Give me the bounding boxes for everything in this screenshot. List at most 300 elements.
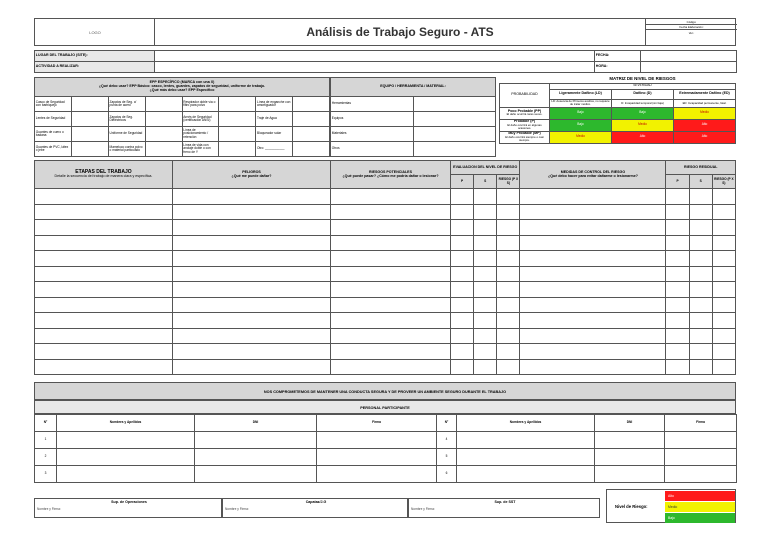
riesgo-field[interactable]	[331, 297, 451, 313]
personal-dni-field[interactable]	[195, 449, 317, 466]
medida-field[interactable]	[520, 235, 666, 251]
severidad-label: SEVERIDAD	[550, 83, 736, 89]
residual-riesgo-field[interactable]	[712, 313, 735, 329]
hora-label: HORA:	[595, 62, 641, 73]
etapa-field[interactable]	[35, 235, 173, 251]
eval-p-field[interactable]	[451, 313, 474, 329]
peligro-field[interactable]	[173, 189, 331, 205]
probability-desc: El daño ocurrirá raras veces.	[506, 112, 543, 117]
epp-item-label: Zapatos de Seg. c/ punta de acero	[108, 97, 145, 112]
probability-row-header	[500, 107, 550, 119]
medidas-header	[520, 161, 666, 189]
epp-checkbox[interactable]	[71, 97, 108, 112]
residual-s-field[interactable]	[689, 328, 712, 344]
etapa-field[interactable]	[35, 344, 173, 360]
risk-legend-label: Nivel de Riesgo:	[615, 504, 648, 509]
sup-operaciones-label: Sup. de Operaciones	[111, 500, 147, 504]
personal-n-header: N°	[437, 415, 457, 432]
signature-sup-operaciones[interactable]	[34, 498, 222, 518]
etapa-field[interactable]	[35, 282, 173, 298]
residual-p-field[interactable]	[666, 266, 689, 282]
residual-riesgo-field[interactable]	[712, 344, 735, 360]
eval-riesgo-field[interactable]	[497, 328, 520, 344]
matrix-cell-medio: Medio	[550, 131, 612, 143]
eval-s-field[interactable]	[474, 282, 497, 298]
epp-row	[35, 97, 330, 112]
residual-s-field[interactable]	[689, 313, 712, 329]
medida-field[interactable]	[520, 266, 666, 282]
etapa-field[interactable]	[35, 297, 173, 313]
personal-nombre-field[interactable]	[457, 449, 595, 466]
residual-riesgo-field[interactable]	[712, 204, 735, 220]
epp-checkbox[interactable]	[219, 127, 256, 142]
personal-dni-header: DNI	[195, 415, 317, 432]
residual-riesgo-field[interactable]	[712, 282, 735, 298]
severity-col-desc: ED: Incapacidad permanente, fatal.	[674, 99, 736, 107]
residual-riesgo-header: RIESGO (P X S)	[712, 175, 735, 189]
riesgo-field[interactable]	[331, 189, 451, 205]
epp-checkbox[interactable]	[293, 142, 330, 157]
eval-p-field[interactable]	[451, 282, 474, 298]
legend-alto: Alto	[665, 491, 735, 501]
residual-s-field[interactable]	[689, 297, 712, 313]
residual-p-field[interactable]	[666, 359, 689, 375]
peligro-field[interactable]	[173, 204, 331, 220]
personal-dni-field[interactable]	[595, 466, 665, 483]
eval-riesgo-field[interactable]	[497, 189, 520, 205]
epp-checkbox[interactable]	[71, 142, 108, 157]
matrix-cell-alto: Alto	[674, 119, 736, 131]
personal-dni-field[interactable]	[595, 432, 665, 449]
residual-riesgo-field[interactable]	[712, 297, 735, 313]
eval-riesgo-field[interactable]	[497, 313, 520, 329]
equipo-row-label: Otros	[331, 142, 414, 157]
eval-riesgo-field[interactable]	[497, 251, 520, 267]
peligros-header	[173, 161, 331, 189]
medida-field[interactable]	[520, 251, 666, 267]
riesgo-field[interactable]	[331, 204, 451, 220]
sup-operaciones-nombre-label: Nombre y Firma:	[37, 507, 61, 511]
residual-s-field[interactable]	[689, 359, 712, 375]
epp-item-label: Bloqueador solar	[256, 127, 293, 142]
residual-s-field[interactable]	[689, 235, 712, 251]
medida-field[interactable]	[520, 313, 666, 329]
residual-p-field[interactable]	[666, 328, 689, 344]
eval-s-field[interactable]	[474, 328, 497, 344]
epp-item-label: Línea de enganche con amortiguador	[256, 97, 293, 112]
fecha-elab-label: Fecha Elaboración:	[646, 25, 737, 30]
eval-p-field[interactable]	[451, 344, 474, 360]
matrix-cell-alto: Alto	[612, 131, 674, 143]
personal-nombre-field[interactable]	[57, 432, 195, 449]
riesgo-field[interactable]	[331, 359, 451, 375]
personal-nombres-header: Nombres y Apellidos	[57, 415, 195, 432]
actividad-field[interactable]	[155, 62, 595, 73]
residual-riesgo-field[interactable]	[712, 251, 735, 267]
peligro-field[interactable]	[173, 328, 331, 344]
lugar-label: LUGAR DEL TRABAJO (SITE):	[35, 51, 155, 62]
riesgo-field[interactable]	[331, 282, 451, 298]
eval-p-field[interactable]	[451, 235, 474, 251]
epp-item-label: Mameluco contra polvo o material particulado	[108, 142, 145, 157]
epp-checkbox[interactable]	[219, 142, 256, 157]
epp-item-label: Casco de Seguridad con barbiquejo	[35, 97, 72, 112]
matrix-cell-alto: Alto	[674, 131, 736, 143]
residual-s-field[interactable]	[689, 220, 712, 236]
personal-row	[35, 466, 737, 483]
equipo-field[interactable]	[413, 127, 496, 142]
actividad-label: ACTIVIDAD A REALIZAR:	[35, 62, 155, 73]
epp-item-label: Otro: ___________	[256, 142, 293, 157]
logo-label: LOGO	[89, 30, 101, 35]
riesgo-field[interactable]	[331, 344, 451, 360]
matrix-row	[500, 119, 736, 131]
epp-checkbox[interactable]	[71, 112, 108, 127]
etapa-field[interactable]	[35, 204, 173, 220]
analysis-row	[35, 235, 736, 251]
severity-col-desc: LD: Ausencia de Primeros auxilios, no requiere de tratar médico.	[551, 99, 610, 106]
personal-num: 4	[437, 432, 457, 449]
eval-riesgo-field[interactable]	[497, 297, 520, 313]
eval-riesgo-field[interactable]	[497, 204, 520, 220]
residual-p-field[interactable]	[666, 297, 689, 313]
personal-firma-header: Firma	[317, 415, 437, 432]
epp-table	[34, 77, 330, 157]
personal-num: 6	[437, 466, 457, 483]
epp-item-label: Guantes de PVC, látex o jebe	[35, 142, 72, 157]
peligro-field[interactable]	[173, 344, 331, 360]
personal-dni-field[interactable]	[195, 432, 317, 449]
analysis-row	[35, 297, 736, 313]
eval-s-field[interactable]	[474, 204, 497, 220]
epp-row	[35, 142, 330, 157]
peligro-field[interactable]	[173, 359, 331, 375]
personal-nombre-field[interactable]	[57, 449, 195, 466]
equipo-field[interactable]	[413, 112, 496, 127]
epp-checkbox[interactable]	[219, 112, 256, 127]
severity-col-header: Dañino (D)	[612, 89, 674, 99]
eval-s-field[interactable]	[474, 189, 497, 205]
eval-p-header: P	[451, 175, 474, 189]
residual-s-field[interactable]	[689, 282, 712, 298]
commitment-banner: NOS COMPROMETEMOS DE MANTENER UNA CONDUCTA SEGURA Y DE PROVEER UN AMBIENTE SEGURO DURANTE EL TRABAJO	[34, 382, 736, 400]
lugar-field[interactable]	[155, 51, 595, 62]
personal-num: 2	[35, 449, 57, 466]
residual-riesgo-field[interactable]	[712, 235, 735, 251]
analysis-row	[35, 266, 736, 282]
sup-sst-label: Sup. de SST	[494, 500, 516, 504]
residual-p-field[interactable]	[666, 282, 689, 298]
analysis-row	[35, 344, 736, 360]
etapa-field[interactable]	[35, 266, 173, 282]
eval-p-field[interactable]	[451, 266, 474, 282]
signature-capataz[interactable]	[222, 498, 408, 518]
epp-item-label: Respirador doble vía o filtro para polvo	[182, 97, 219, 112]
personal-dni-field[interactable]	[195, 466, 317, 483]
eval-riesgo-field[interactable]	[497, 235, 520, 251]
legend-medio: Medio	[665, 502, 735, 512]
eval-s-field[interactable]	[474, 235, 497, 251]
personal-firma-field[interactable]	[317, 432, 437, 449]
epp-item-label: Uniforme de Seguridad	[108, 127, 145, 142]
residual-riesgo-field[interactable]	[712, 189, 735, 205]
version-label: Ver.:	[688, 31, 695, 35]
peligro-field[interactable]	[173, 220, 331, 236]
personal-num: 3	[35, 466, 57, 483]
analysis-row	[35, 282, 736, 298]
residual-p-field[interactable]	[666, 220, 689, 236]
residual-riesgo-field[interactable]	[712, 266, 735, 282]
eval-riesgo-field[interactable]	[497, 344, 520, 360]
personal-title: PERSONAL PARTICIPANTE	[34, 400, 736, 414]
severity-col-desc: D: Incapacidad temporal (sin baja)	[612, 99, 674, 107]
personal-dni-field[interactable]	[595, 449, 665, 466]
peligro-field[interactable]	[173, 282, 331, 298]
residual-riesgo-field[interactable]	[712, 328, 735, 344]
residual-p-field[interactable]	[666, 204, 689, 220]
eval-p-field[interactable]	[451, 297, 474, 313]
riesgos-subtitle: ¿Qué puede pasar? ¿Cómo me podría dañar o lesionar?	[342, 173, 439, 178]
matrix-row	[500, 107, 736, 119]
eval-s-field[interactable]	[474, 359, 497, 375]
personal-table	[34, 414, 737, 483]
personal-nombre-field[interactable]	[57, 466, 195, 483]
eval-s-header: S	[474, 175, 497, 189]
etapas-title: ETAPAS DEL TRABAJO	[75, 168, 132, 175]
personal-nombres-header: Nombres y Apellidos	[457, 415, 595, 432]
probability-row-header	[500, 131, 550, 143]
etapa-field[interactable]	[35, 251, 173, 267]
epp-item-label: Línea de vida con anclaje doble o con freno de Y	[182, 142, 219, 157]
epp-row	[35, 127, 330, 142]
eval-p-field[interactable]	[451, 220, 474, 236]
severity-col-header: Extremadamente Dañino (ED)	[674, 89, 736, 99]
eval-riesgo-field[interactable]	[497, 266, 520, 282]
eval-p-field[interactable]	[451, 328, 474, 344]
medida-field[interactable]	[520, 282, 666, 298]
probability-name: Poco Probable (PP)	[507, 108, 542, 113]
etapa-field[interactable]	[35, 313, 173, 329]
residual-s-field[interactable]	[689, 251, 712, 267]
medida-field[interactable]	[520, 204, 666, 220]
logo-box	[35, 19, 155, 46]
personal-row	[35, 449, 737, 466]
capataz-label: Capataz/J.G	[305, 500, 327, 504]
residual-s-field[interactable]	[689, 344, 712, 360]
analysis-row	[35, 328, 736, 344]
eval-s-field[interactable]	[474, 297, 497, 313]
etapas-subtitle: Detalle la secuencia del trabajo de manera clara y específica.	[54, 174, 153, 179]
epp-item-label: Línea de posicionamiento / retención	[182, 127, 219, 142]
matrix-row	[500, 131, 736, 143]
personal-num: 1	[35, 432, 57, 449]
epp-heading-2: ¿Qué debo usar? EPP Básico: casco, lentes, guantes, zapatos de seguridad, uniforme de trabajo.	[98, 84, 266, 89]
riesgo-field[interactable]	[331, 328, 451, 344]
peligro-field[interactable]	[173, 297, 331, 313]
equipo-table	[330, 77, 496, 157]
sup-sst-nombre-label: Nombre y Firma:	[411, 507, 435, 511]
analysis-row	[35, 204, 736, 220]
personal-dni-header: DNI	[595, 415, 665, 432]
residual-riesgo-field[interactable]	[712, 220, 735, 236]
epp-row	[35, 112, 330, 127]
eval-s-field[interactable]	[474, 266, 497, 282]
epp-checkbox[interactable]	[71, 127, 108, 142]
eval-riesgo-field[interactable]	[497, 359, 520, 375]
matrix-cell-medio: Medio	[674, 107, 736, 119]
medidas-subtitle: ¿Qué debo hacer para evitar dañarme o lesionarme?	[548, 173, 638, 178]
analysis-table	[34, 160, 736, 375]
etapa-field[interactable]	[35, 189, 173, 205]
probability-row-header	[500, 119, 550, 131]
personal-n-header: N°	[35, 415, 57, 432]
analysis-row	[35, 359, 736, 375]
riesgos-header	[331, 161, 451, 189]
residual-s-header: S	[689, 175, 712, 189]
peligro-field[interactable]	[173, 266, 331, 282]
residual-p-header: P	[666, 175, 689, 189]
matrix-cell-bajo: Bajo	[550, 107, 612, 119]
personal-firma-field[interactable]	[665, 449, 737, 466]
personal-nombre-field[interactable]	[457, 466, 595, 483]
epp-heading-3: ¿Qué más debo usar? EPP Específico	[149, 87, 215, 92]
etapa-field[interactable]	[35, 220, 173, 236]
epp-checkbox[interactable]	[293, 97, 330, 112]
probability-name: Muy Probable (MP)	[508, 131, 541, 136]
residual-p-field[interactable]	[666, 235, 689, 251]
etapa-field[interactable]	[35, 328, 173, 344]
epp-heading	[35, 78, 330, 97]
peligros-subtitle: ¿Qué me puede dañar?	[231, 173, 272, 178]
probability-name: Probable (P)	[513, 119, 536, 124]
eval-riesgo-field[interactable]	[497, 220, 520, 236]
epp-item-label: Arnés de Seguridad (certificación ANSI)	[182, 112, 219, 127]
analysis-body	[35, 189, 736, 375]
epp-checkbox[interactable]	[145, 112, 182, 127]
personal-firma-field[interactable]	[317, 449, 437, 466]
analysis-row	[35, 189, 736, 205]
personal-firma-field[interactable]	[317, 466, 437, 483]
peligro-field[interactable]	[173, 313, 331, 329]
signature-sup-sst[interactable]	[408, 498, 600, 518]
eval-p-field[interactable]	[451, 251, 474, 267]
risk-matrix	[499, 77, 736, 144]
eval-s-field[interactable]	[474, 251, 497, 267]
info-table	[34, 50, 737, 73]
personal-row	[35, 432, 737, 449]
matrix-cell-bajo: Bajo	[550, 119, 612, 131]
epp-heading-1: EPP ESPECÍFICO (MARCA con una X)	[149, 80, 215, 85]
eval-s-field[interactable]	[474, 313, 497, 329]
epp-checkbox[interactable]	[145, 127, 182, 142]
etapa-field[interactable]	[35, 359, 173, 375]
hora-field[interactable]	[641, 62, 737, 73]
probability-desc: El daño ocurrirá en algunas ocasiones.	[507, 122, 542, 130]
medida-field[interactable]	[520, 344, 666, 360]
eval-p-field[interactable]	[451, 359, 474, 375]
analysis-row	[35, 313, 736, 329]
riesgo-field[interactable]	[331, 220, 451, 236]
matrix-cell-medio: Medio	[612, 119, 674, 131]
medida-field[interactable]	[520, 359, 666, 375]
page-title: Análisis de Trabajo Seguro - ATS	[306, 25, 494, 39]
eval-p-field[interactable]	[451, 189, 474, 205]
residual-s-field[interactable]	[689, 266, 712, 282]
epp-checkbox[interactable]	[145, 97, 182, 112]
medida-field[interactable]	[520, 189, 666, 205]
riesgo-field[interactable]	[331, 235, 451, 251]
personal-nombre-field[interactable]	[457, 432, 595, 449]
personal-num: 5	[437, 449, 457, 466]
personal-firma-field[interactable]	[665, 432, 737, 449]
matrix-title: MATRIZ DE NIVEL DE RIESGOS	[609, 77, 676, 82]
epp-item-label: Guantes de cuero o badana	[35, 127, 72, 142]
medidas-title: MEDIDAS DE CONTROL DEL RIESGO	[560, 169, 626, 174]
evaluacion-header: EVALUACION DEL NIVEL DE RIESGO	[451, 161, 520, 175]
fecha-field[interactable]	[641, 51, 737, 62]
residual-s-field[interactable]	[689, 204, 712, 220]
eval-p-field[interactable]	[451, 204, 474, 220]
medida-field[interactable]	[520, 220, 666, 236]
capataz-nombre-label: Nombre y Firma:	[225, 507, 249, 511]
risk-legend	[606, 489, 736, 523]
residual-p-field[interactable]	[666, 313, 689, 329]
equipo-heading: EQUIPO / HERRAMIENTA / MATERIAL:	[331, 78, 496, 97]
fecha-label: FECHA:	[595, 51, 641, 62]
probability-desc: El daño ocurrirá siempre o casi siempre.	[505, 134, 544, 142]
codigo-label: Código:	[646, 20, 737, 25]
eval-riesgo-field[interactable]	[497, 282, 520, 298]
peligro-field[interactable]	[173, 235, 331, 251]
epp-item-label: Traje de Agua	[256, 112, 293, 127]
medida-field[interactable]	[520, 297, 666, 313]
probabilidad-label: PROBABILIDAD	[500, 83, 550, 107]
doc-meta-box	[645, 19, 736, 46]
analysis-row	[35, 220, 736, 236]
eval-s-field[interactable]	[474, 344, 497, 360]
eval-s-field[interactable]	[474, 220, 497, 236]
header	[34, 18, 736, 46]
eval-riesgo-header: RIESGO (P X S)	[497, 175, 520, 189]
equipo-row-label: Equipos	[331, 112, 414, 127]
epp-checkbox[interactable]	[145, 142, 182, 157]
peligro-field[interactable]	[173, 251, 331, 267]
legend-bajo: Bajo	[665, 513, 735, 523]
personal-firma-field[interactable]	[665, 466, 737, 483]
equipo-field[interactable]	[413, 142, 496, 157]
residual-s-field[interactable]	[689, 189, 712, 205]
analysis-row	[35, 251, 736, 267]
residual-p-field[interactable]	[666, 344, 689, 360]
equipo-field[interactable]	[413, 97, 496, 112]
residual-p-field[interactable]	[666, 251, 689, 267]
etapas-header	[35, 161, 173, 189]
residual-p-field[interactable]	[666, 189, 689, 205]
riesgo-field[interactable]	[331, 313, 451, 329]
epp-item-label: Zapatos de Seg. Dieléctricos	[108, 112, 145, 127]
riesgo-field[interactable]	[331, 266, 451, 282]
peligros-title: PELIGROS	[242, 169, 261, 174]
epp-checkbox[interactable]	[293, 127, 330, 142]
matrix-cell-bajo: Bajo	[612, 107, 674, 119]
residual-riesgo-field[interactable]	[712, 359, 735, 375]
epp-checkbox[interactable]	[293, 112, 330, 127]
riesgo-field[interactable]	[331, 251, 451, 267]
medida-field[interactable]	[520, 328, 666, 344]
epp-checkbox[interactable]	[219, 97, 256, 112]
riesgos-title: RIESGOS POTENCIALES	[369, 169, 412, 174]
severity-col-header: Ligeramente Dañino (LD)	[550, 89, 612, 99]
